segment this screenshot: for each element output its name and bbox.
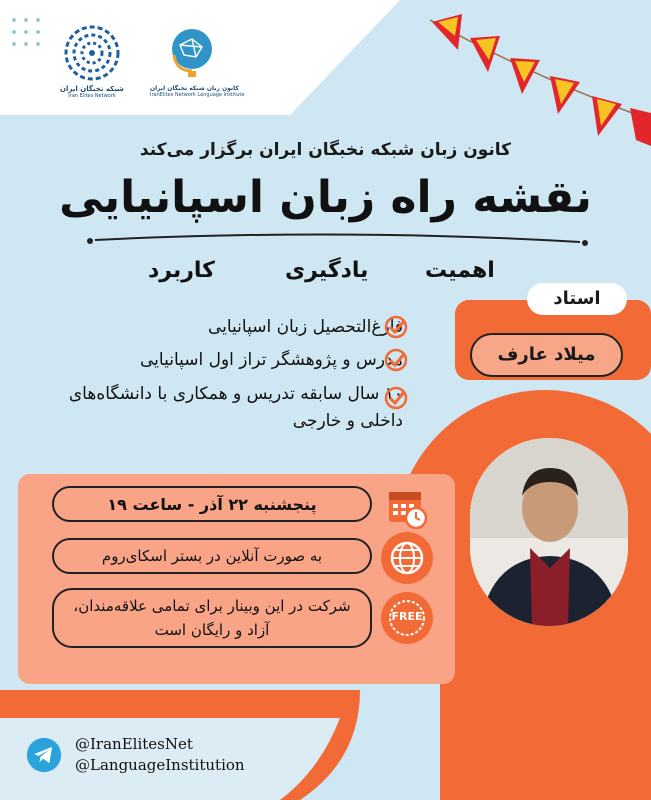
pre-title: کانون زبان شبکه نخبگان ایران برگزار می‌کند bbox=[139, 140, 512, 160]
main-title: نقشه راه زبان اسپانیایی bbox=[59, 172, 592, 223]
bunting-flags bbox=[432, 14, 651, 146]
globe-icon bbox=[389, 540, 425, 576]
iran-elites-logo bbox=[52, 25, 132, 99]
qualification-item: ۱۰ سال سابقه تدریس و همکاری با دانشگاه‌های داخلی و خارجی bbox=[68, 384, 403, 431]
topic-application: کاربرد bbox=[148, 258, 215, 283]
handle-iran-elites[interactable]: @IranElitesNet bbox=[75, 735, 193, 753]
event-info-panel bbox=[18, 474, 455, 684]
topic-learning: یادگیری bbox=[285, 258, 369, 283]
iran-elites-emblem-icon bbox=[64, 25, 120, 81]
person-silhouette-icon bbox=[470, 438, 628, 626]
language-institution-caption-en: IranElites Network Language Institute bbox=[150, 92, 245, 99]
iran-elites-caption-en: Iran Elites Network bbox=[68, 93, 116, 100]
teacher-photo bbox=[470, 438, 628, 626]
qualification-item: مدرس و پژوهشگر تراز اول اسپانیایی bbox=[140, 350, 403, 370]
event-datetime: پنجشنبه ۲۲ آذر - ساعت ۱۹ bbox=[52, 486, 372, 522]
free-badge-label: FREE bbox=[391, 610, 423, 623]
globe-tree-icon bbox=[162, 25, 218, 81]
qualification-item: فارغ‌التحصیل زبان اسپانیایی bbox=[207, 317, 403, 337]
telegram-icon bbox=[26, 737, 62, 773]
event-platform: به صورت آنلاین در بستر اسکای‌روم bbox=[52, 538, 372, 574]
iran-elites-caption-fa: شبکه نخبگان ایران bbox=[60, 85, 124, 93]
language-institution-logo bbox=[150, 25, 245, 99]
calendar-clock-icon-wrap bbox=[381, 482, 433, 534]
check-circle-icon bbox=[384, 386, 408, 410]
teacher-name: میلاد عارف bbox=[470, 333, 623, 377]
language-institution-caption-fa: کانون زبان شبکه نخبگان ایران bbox=[150, 85, 239, 92]
check-circle-icon bbox=[384, 348, 408, 372]
event-free-note: شرکت در این وبینار برای تمامی علاقه‌مندان، آزاد و رایگان است bbox=[52, 588, 372, 648]
topic-importance: اهمیت bbox=[425, 258, 495, 283]
globe-icon-wrap bbox=[381, 532, 433, 584]
check-circle-icon bbox=[384, 315, 408, 339]
handle-language-institution[interactable]: @LanguageInstitution bbox=[75, 756, 245, 774]
teacher-label: استاد bbox=[527, 283, 627, 315]
calendar-clock-icon bbox=[383, 484, 431, 532]
